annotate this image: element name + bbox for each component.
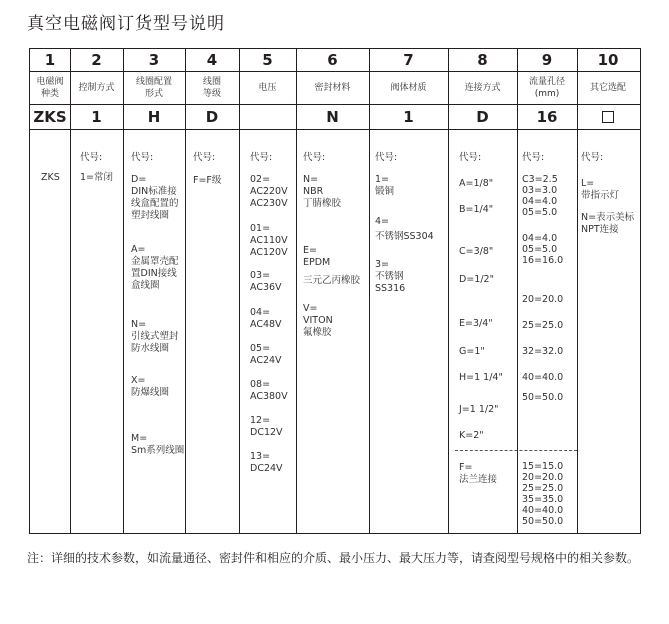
checkbox-square-icon	[602, 111, 614, 123]
detail-item: V=	[303, 303, 318, 314]
detail-item: 氟橡胶	[303, 327, 332, 338]
detail-item: 代号:	[459, 152, 482, 163]
detail-item: 03=	[250, 270, 271, 281]
detail-item: 04=4.0	[522, 233, 558, 244]
detail-item: 04=4.0	[522, 196, 558, 207]
detail-item: SS316	[375, 283, 406, 294]
detail-item: AC120V	[250, 247, 288, 258]
detail-item: M=	[131, 433, 148, 444]
detail-item: D=	[131, 174, 147, 185]
column-number: 9	[541, 51, 553, 69]
detail-item: AC48V	[250, 319, 282, 330]
detail-item: 塑封线圈	[131, 210, 170, 221]
detail-item: H=1 1/4"	[459, 372, 503, 383]
order-code-table	[29, 48, 641, 534]
detail-item: B=1/4"	[459, 204, 494, 215]
detail-item: AC380V	[250, 391, 288, 402]
detail-item: AC24V	[250, 355, 282, 366]
detail-item: DC24V	[250, 463, 283, 474]
detail-item: 代号:	[522, 152, 545, 163]
detail-item: VITON	[303, 315, 333, 326]
detail-item: 代号:	[581, 152, 604, 163]
detail-item: 08=	[250, 379, 271, 390]
column-label: 流量孔径 (mm)	[528, 76, 565, 99]
detail-item: 防水线圈	[131, 343, 170, 354]
detail-item: AC110V	[250, 235, 288, 246]
column-label: 连接方式	[464, 82, 501, 93]
detail-item: 50=50.0	[522, 392, 564, 403]
detail-item: N=表示美标	[581, 212, 635, 223]
detail-item: 20=20.0	[522, 472, 564, 483]
detail-item: 不锈钢SS304	[375, 231, 434, 242]
detail-item: D=1/2"	[459, 274, 494, 285]
detail-item: 25=25.0	[522, 483, 564, 494]
column-label: 电压	[258, 82, 277, 93]
column-number: 6	[327, 51, 338, 69]
detail-item: 03=3.0	[522, 185, 558, 196]
column-label: 线圈配置 形式	[135, 76, 172, 99]
detail-item: AC36V	[250, 282, 282, 293]
detail-item: 05=5.0	[522, 207, 558, 218]
detail-item: AC220V	[250, 186, 288, 197]
column-number: 5	[262, 51, 273, 69]
detail-item: L=	[581, 178, 595, 189]
selected-code: H	[147, 107, 161, 126]
detail-item: 盒线圈	[131, 280, 160, 291]
detail-item: 16=16.0	[522, 255, 564, 266]
detail-item: 丁腈橡胶	[303, 198, 342, 209]
detail-item: 35=35.0	[522, 494, 564, 505]
detail-item: E=3/4"	[459, 318, 493, 329]
detail-item: 15=15.0	[522, 461, 564, 472]
detail-item: F=	[459, 462, 473, 473]
detail-item: 三元乙丙橡胶	[303, 275, 361, 286]
column-label: 其它选配	[589, 82, 626, 93]
detail-item: 20=20.0	[522, 294, 564, 305]
detail-item: 50=50.0	[522, 516, 564, 527]
detail-item: 代号:	[80, 152, 103, 163]
detail-item: A=1/8"	[459, 178, 494, 189]
detail-item: DIN标准接	[131, 186, 177, 197]
detail-item: 防爆线圈	[131, 387, 170, 398]
detail-item: 01=	[250, 223, 271, 234]
detail-item: 代号:	[303, 152, 326, 163]
detail-item: K=2"	[459, 430, 484, 441]
detail-item: 05=5.0	[522, 244, 558, 255]
page-title: 真空电磁阀订货型号说明	[27, 14, 225, 34]
footnote: 注：详细的技术参数，如流量通径、密封件和相应的介质、最小压力、最大压力等，请查阅型号规格中的相关参数。	[27, 551, 640, 565]
detail-item: C=3/8"	[459, 246, 494, 257]
detail-item: 05=	[250, 343, 271, 354]
detail-item: 法兰连接	[459, 474, 498, 485]
detail-item: 32=32.0	[522, 346, 564, 357]
detail-item: 引线式塑封	[131, 331, 179, 342]
column-label: 控制方式	[78, 82, 115, 93]
column-number: 7	[403, 51, 414, 69]
column-number: 2	[91, 51, 102, 69]
detail-item: X=	[131, 375, 146, 386]
detail-item: J=1 1/2"	[459, 404, 499, 415]
column-number: 10	[597, 51, 619, 69]
detail-item: 1=常闭	[80, 172, 114, 183]
detail-item: 金属罩壳配	[131, 256, 179, 267]
detail-item: 代号:	[193, 152, 216, 163]
column-label: 线圈 等级	[202, 76, 221, 99]
detail-item: C3=2.5	[522, 174, 558, 185]
detail-item: 代号:	[131, 152, 154, 163]
detail-item: NPT连接	[581, 224, 619, 235]
detail-item: AC230V	[250, 198, 288, 209]
detail-item: 置DIN接线	[131, 268, 177, 279]
selected-code: D	[476, 107, 489, 126]
detail-item: 02=	[250, 174, 271, 185]
detail-item: F=F级	[193, 175, 222, 186]
column-number: 4	[206, 51, 218, 69]
detail-item: 25=25.0	[522, 320, 564, 331]
detail-item: N=	[131, 319, 147, 330]
detail-item: 线盒配置的	[131, 198, 179, 209]
detail-item: A=	[131, 244, 146, 255]
column-label: 阀体材质	[390, 82, 427, 93]
detail-item: 40=40.0	[522, 505, 564, 516]
selected-code	[577, 104, 639, 129]
selected-code	[239, 104, 296, 129]
detail-item: Sm系列线圈	[131, 445, 185, 456]
column-number: 3	[148, 51, 160, 69]
detail-item: 锻铜	[375, 186, 395, 197]
detail-item: 40=40.0	[522, 372, 564, 383]
selected-code: N	[326, 107, 339, 126]
column-label: 密封材料	[314, 82, 351, 93]
detail-item: 代号:	[375, 152, 398, 163]
selected-code: 16	[536, 107, 558, 126]
detail-item: E=	[303, 245, 317, 256]
detail-item: 带指示灯	[581, 190, 620, 201]
selected-code: D	[205, 107, 219, 126]
column-number: 1	[44, 51, 56, 69]
detail-item: DC12V	[250, 427, 283, 438]
detail-item: 代号:	[250, 152, 273, 163]
detail-item: 1=	[375, 174, 390, 185]
column-number: 8	[477, 51, 488, 69]
detail-item: ZKS	[41, 172, 60, 183]
detail-item: EPDM	[303, 257, 331, 268]
detail-item: 3=	[375, 259, 390, 270]
detail-item: 12=	[250, 415, 271, 426]
detail-item: 04=	[250, 307, 271, 318]
column-label: 电磁阀 种类	[36, 76, 64, 99]
detail-item: 13=	[250, 451, 271, 462]
selected-code: 1	[91, 107, 102, 126]
selected-code: ZKS	[33, 107, 67, 126]
detail-item: 不锈钢	[375, 271, 404, 282]
detail-item: NBR	[303, 186, 324, 197]
selected-code: 1	[403, 107, 414, 126]
detail-item: N=	[303, 174, 319, 185]
detail-item: 4=	[375, 216, 390, 227]
detail-item: G=1"	[459, 346, 485, 357]
